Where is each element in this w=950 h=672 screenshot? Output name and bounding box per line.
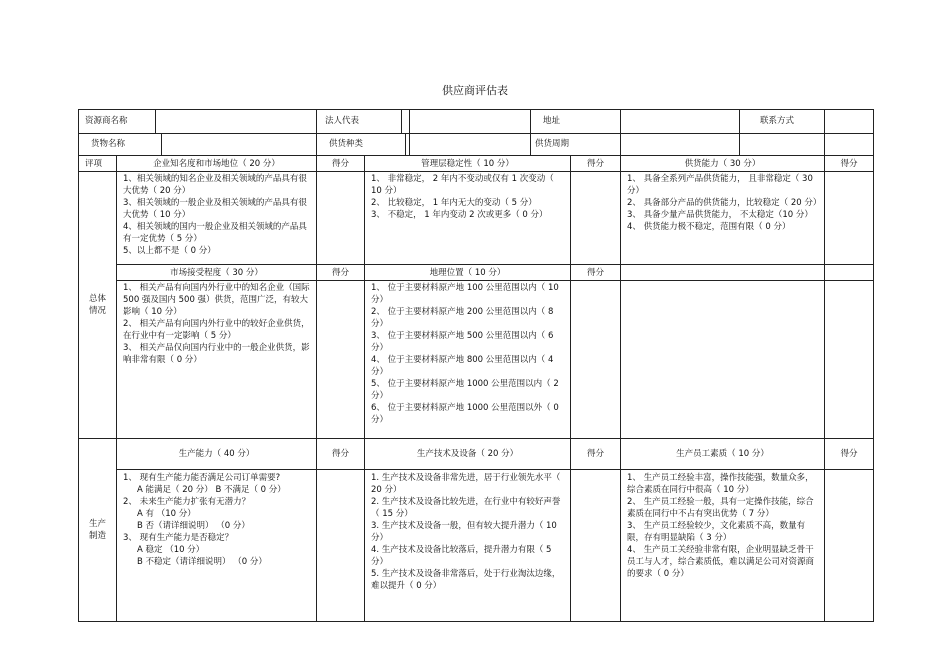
list-item: 3、 位于主要材料原产地 500 公里范围以内（ 6 分） (371, 331, 554, 353)
market-score-field[interactable] (317, 281, 365, 439)
capacity-score-field[interactable] (317, 470, 365, 622)
brand-criteria (117, 172, 317, 265)
list-item: 2、 生产员工经验一般，具有一定操作技能，综合素质在同行中不占有突出优势（ 7 分） (627, 497, 814, 519)
supply-score-field[interactable] (825, 172, 874, 265)
contact-field[interactable] (825, 110, 874, 134)
location-criteria (365, 281, 571, 439)
staff-title: 生产员工素质（ 10 分） (621, 439, 825, 470)
capacity-criteria (117, 470, 317, 622)
staff-criteria (621, 470, 825, 622)
staff-score-label: 得分 (825, 439, 874, 470)
list-item: 4. 生产技术及设备比较落后，提升潜力有限（ 5 分） (371, 545, 552, 567)
capacity-score-label: 得分 (317, 439, 365, 470)
extra-field[interactable] (825, 134, 874, 156)
list-item: 1. 生产技术及设备非常先进，居于行业领先水平（ 20 分） (371, 473, 561, 495)
list-item: 2、 位于主要材料原产地 200 公里范围以内（ 8 分） (371, 307, 554, 329)
brand-score-field[interactable] (317, 172, 365, 265)
tech-criteria (365, 470, 571, 622)
supplier-name-label: 资源商名称 (79, 110, 317, 134)
empty-header-cell (621, 265, 825, 281)
capacity-q3: 3、 现有生产能力是否稳定？ (123, 533, 234, 543)
capacity-q2: 2、 未来生产能力扩张有无潜力？ (123, 497, 251, 507)
brand-title: 企业知名度和市场地位（ 20 分） (117, 156, 317, 172)
list-item: 6、 位于主要材料原产地 1000 公里范围以外（ 0 分） (371, 403, 559, 425)
address-field[interactable] (621, 110, 825, 134)
supplier-name-field[interactable] (156, 110, 316, 133)
empty-score-field[interactable] (825, 281, 874, 439)
contact-label: 联系方式 (760, 116, 795, 126)
list-item: 4、 位于主要材料原产地 800 公里范围以内（ 4 分） (371, 355, 554, 377)
tech-score-label: 得分 (571, 439, 621, 470)
list-item: 1、 位于主要材料原产地 100 公里范围以内（ 10 分） (371, 283, 559, 305)
capacity-title: 生产能力（ 40 分） (117, 439, 317, 470)
list-item: 2、 相关产品有向国内外行业中的较好企业供货，在行业中有一定影响（ 5 分） (123, 319, 310, 341)
list-item: 3. 生产技术及设备一般，但有较大提升潜力（ 10 分） (371, 521, 557, 543)
supply-title: 供货能力（ 30 分） (621, 156, 825, 172)
mgmt-score-field[interactable] (571, 172, 621, 265)
capacity-q1-options: A 能满足（ 20 分） B 不满足（ 0 分） (137, 485, 286, 495)
production-section-label: 生产 制造 (79, 439, 117, 622)
mgmt-score-label: 得分 (571, 156, 621, 172)
goods-type-field[interactable] (410, 134, 621, 156)
list-item: 1、相关领域的知名企业及相关领域的产品具有很大优势（ 20 分） (123, 174, 307, 196)
list-item: 3、 生产员工经验较少，文化素质不高，数量有限，存有明显缺陷（ 3 分） (627, 521, 806, 543)
list-item: 4、 供货能力极不稳定，范围有限（ 0 分） (627, 222, 791, 232)
list-item: 1、 生产员工经验丰富，操作技能强，数量众多，综合素质在同行中很高（ 10 分） (627, 473, 814, 495)
market-criteria (117, 281, 317, 439)
list-item: 1、 具备全系列产品供货能力， 且非常稳定（ 30 分） (627, 174, 813, 196)
empty-score-header-cell (825, 265, 874, 281)
list-item: 5. 生产技术及设备非常落后，处于行业淘汰边缘，难以提升（ 0 分） (371, 569, 561, 591)
legal-rep-label: 法人代表 (317, 110, 402, 133)
review-label: 评项 (79, 156, 117, 172)
tech-title: 生产技术及设备（ 20 分） (365, 439, 571, 470)
list-item: 2. 生产技术及设备比较先进，在行业中有较好声誉（ 15 分） (371, 497, 561, 519)
goods-type-cell (317, 134, 410, 156)
legal-rep-cell (317, 110, 410, 134)
page-title: 供应商评估表 (442, 84, 508, 97)
list-item: 2、 具备部分产品的供货能力，比较稳定（ 20 分） (627, 198, 822, 208)
legal-rep-field[interactable] (410, 110, 621, 134)
goods-name-label: 货物名称 (79, 134, 162, 155)
list-item: 5、以上都不是（ 0 分） (123, 246, 216, 256)
list-item: 5、 位于主要材料原产地 1000 公里范围以内（ 2 分） (371, 379, 559, 401)
list-item: 3、 具备少量产品供货能力， 不太稳定（10 分） (627, 210, 813, 220)
list-item: 4、 生产员工关经验非常有限，企业明显缺乏骨干员工与人才，综合素质低，难以满足公司对资源商的要求（ 0 分） (627, 545, 815, 579)
brand-score-label: 得分 (317, 156, 365, 172)
location-score-field[interactable] (571, 281, 621, 439)
location-score-label: 得分 (571, 265, 621, 281)
mgmt-title: 管理层稳定性（ 10 分） (365, 156, 571, 172)
list-item: 3、相关领域的一般企业及相关领域的产品具有很大优势（ 10 分） (123, 198, 307, 220)
capacity-q2-b: B 否（请详细说明） （0 分） (137, 521, 250, 531)
list-item: 1、 相关产品有向国内外行业中的知名企业（国际 500 强及国内 500 强）供货，范围广泛，有较大影响（ 10 分） (123, 283, 310, 317)
list-item: 2、 比较稳定， 1 年内无大的变动（ 5 分） (371, 198, 537, 208)
empty-criteria-cell (621, 281, 825, 439)
goods-type-label: 供货种类 (317, 134, 406, 155)
capacity-q1: 1、 现有生产能力能否满足公司订单需要? (123, 473, 281, 483)
staff-score-field[interactable] (825, 470, 874, 622)
capacity-q3-b: B 不稳定（请详细说明） （0 分） (137, 557, 267, 567)
goods-name-field[interactable] (162, 134, 316, 155)
supply-criteria (621, 172, 825, 265)
supply-score-label: 得分 (825, 156, 874, 172)
location-title: 地理位置（ 10 分） (365, 265, 571, 281)
supply-cycle-label: 供货周期 (535, 139, 570, 149)
supply-cycle-field[interactable] (621, 134, 825, 156)
capacity-q2-a: A 有 （10 分） (137, 509, 196, 519)
goods-name-cell (79, 134, 317, 156)
list-item: 3、 相关产品仅向国内行业中的一般企业供货，影响非常有限（ 0 分） (123, 343, 310, 365)
market-title: 市场接受程度（ 30 分） (117, 265, 317, 281)
list-item: 3、 不稳定， 1 年内变动 2 次或更多（ 0 分） (371, 210, 548, 220)
mgmt-criteria (365, 172, 571, 265)
tech-score-field[interactable] (571, 470, 621, 622)
list-item: 4、相关领域的国内一般企业及相关领域的产品具有一定优势（ 5 分） (123, 222, 307, 244)
market-score-label: 得分 (317, 265, 365, 281)
list-item: 1、 非常稳定， 2 年内不变动或仅有 1 次变动（ 10 分） (371, 174, 554, 196)
address-label: 地址 (543, 116, 561, 126)
capacity-q3-a: A 稳定 （10 分） (137, 545, 205, 555)
overall-section-label: 总体 情况 (79, 172, 117, 439)
supplier-evaluation-table (78, 109, 874, 622)
